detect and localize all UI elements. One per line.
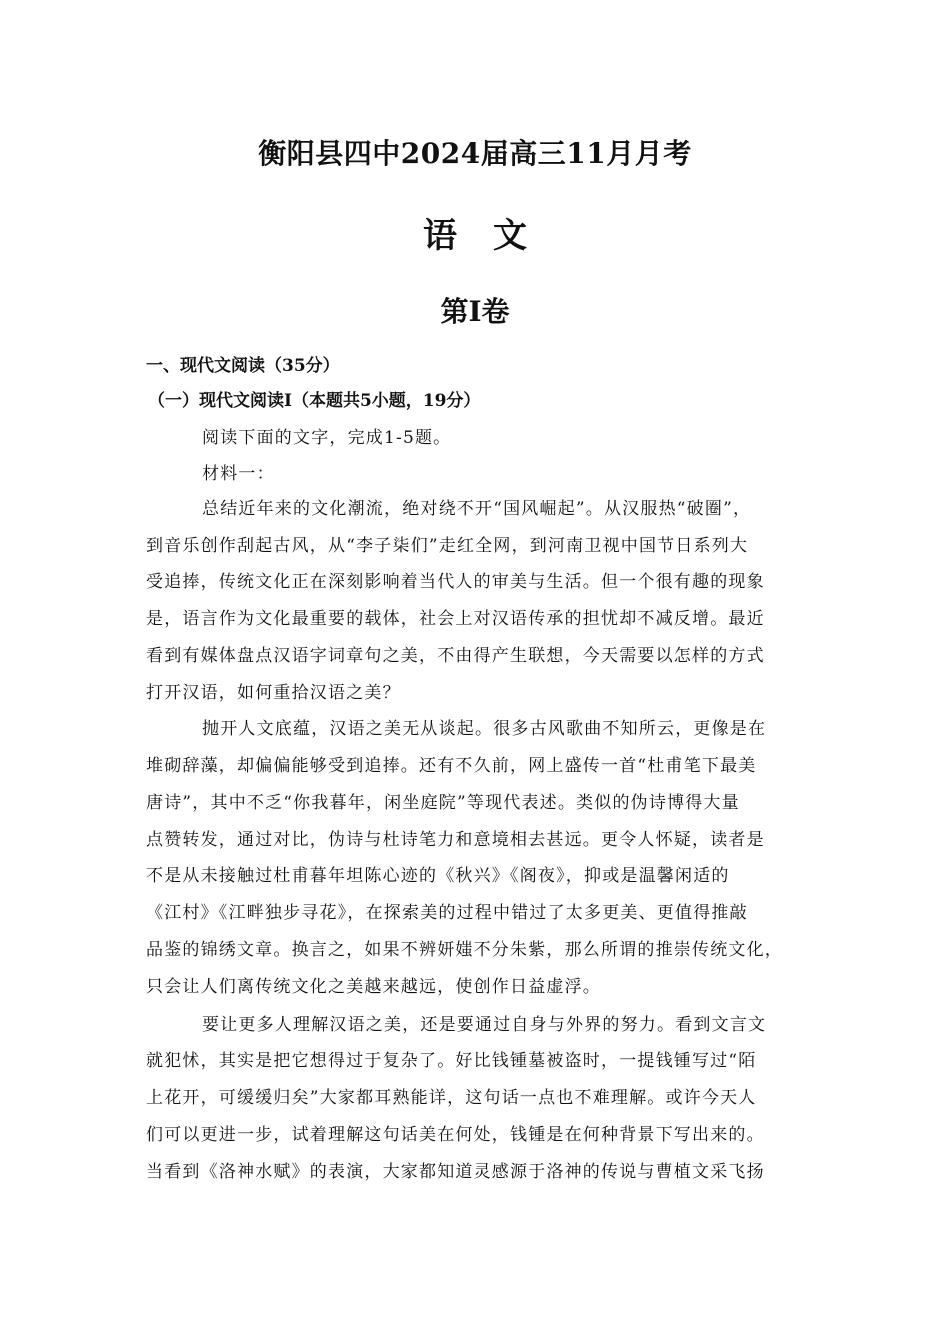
- passage-line: 受追捧，传统文化正在深刻影响着当代人的审美与生活。但一个很有趣的现象: [146, 572, 765, 592]
- passage-line: 抛开人文底蕴，汉语之美无从谈起。很多古风歌曲不知所云，更像是在: [202, 719, 767, 739]
- exam-title: 衡阳县四中2024届高三11月月考: [258, 137, 692, 170]
- passage-line: 看到有媒体盘点汉语字词章句之美，不由得产生联想，今天需要以怎样的方式: [146, 646, 765, 666]
- subsection-heading: （一）现代文阅读Ⅰ（本题共5小题，19分）: [148, 391, 481, 411]
- passage-line: 当看到《洛神水赋》的表演，大家都知道灵感源于洛神的传说与曹植文采飞扬: [146, 1162, 765, 1182]
- passage-line: 到音乐创作刮起古风，从“李子柒们”走红全网，到河南卫视中国节日系列大: [146, 536, 749, 556]
- passage-line: 只会让人们离传统文化之美越来越远，使创作日益虚浮。: [146, 977, 601, 997]
- material-label: 材料一：: [202, 464, 275, 484]
- passage-line: 打开汉语，如何重拾汉语之美？: [146, 683, 401, 703]
- passage-line: 不是从未接触过杜甫暮年坦陈心迹的《秋兴》《阁夜》，抑或是温馨闲适的: [146, 866, 730, 886]
- passage-line: 是，语言作为文化最重要的载体，社会上对汉语传承的担忧却不减反增。最近: [146, 609, 765, 629]
- passage-line: 《江村》《江畔独步寻花》，在探索美的过程中错过了太多更美、更值得推敲: [146, 903, 748, 923]
- passage-line: 品鉴的锦绣文章。换言之，如果不辨妍媸不分朱紫，那么所谓的推崇传统文化，: [146, 940, 783, 960]
- passage-line: 点赞转发，通过对比，伪诗与杜诗笔力和意境相去甚远。更令人怀疑，读者是: [146, 830, 765, 850]
- subject-title: 语文: [423, 216, 563, 256]
- passage-line: 们可以更进一步，试着理解这句话美在何处，钱锺是在何种背景下写出来的。: [146, 1125, 765, 1145]
- passage-line: 总结近年来的文化潮流，绝对绕不开“国风崛起”。从汉服热“破圈”，: [202, 499, 752, 519]
- passage-line: 唐诗”，其中不乏“你我暮年，闲坐庭院”等现代表述。类似的伪诗博得大量: [146, 793, 740, 813]
- passage-line: 要让更多人理解汉语之美，还是要通过自身与外界的努力。看到文言文: [202, 1015, 767, 1035]
- section-heading: 一、现代文阅读（35分）: [146, 356, 340, 376]
- volume-title: 第Ⅰ卷: [440, 295, 510, 328]
- passage-line: 就犯怵，其实是把它想得过于复杂了。好比钱锺墓被盗时，一提钱锺写过“陌: [146, 1051, 757, 1071]
- instruction-text: 阅读下面的文字，完成1-5题。: [202, 428, 452, 448]
- passage-line: 堆砌辞藻，却偏偏能够受到追捧。还有不久前，网上盛传一首“杜甫笔下最美: [146, 756, 757, 776]
- passage-line: 上花开，可缓缓归矣”大家都耳熟能详，这句话一点也不难理解。或许今天人: [146, 1088, 757, 1108]
